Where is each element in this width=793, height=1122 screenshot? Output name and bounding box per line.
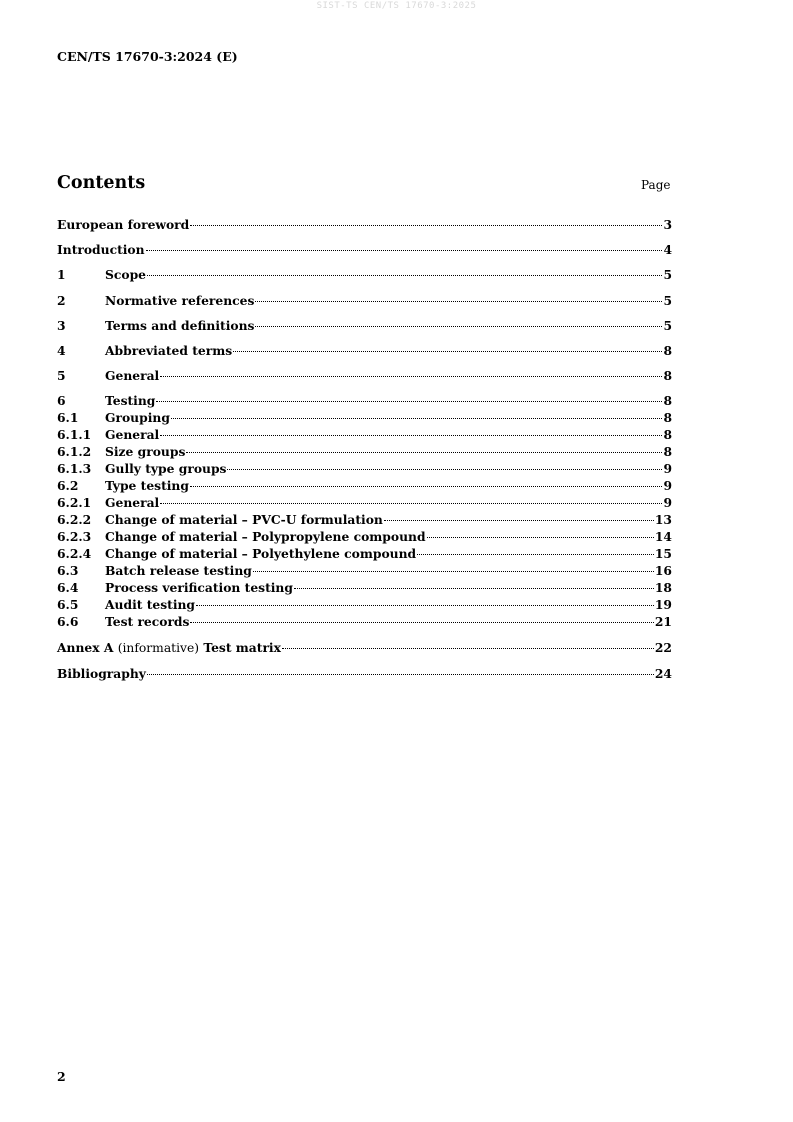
- toc-entry[interactable]: [57, 477, 672, 494]
- toc-entry-number: 6.1.2: [57, 444, 92, 460]
- toc-entry[interactable]: [57, 562, 672, 579]
- toc-entry[interactable]: [57, 596, 672, 613]
- toc-entry-number: 5: [57, 368, 66, 384]
- toc-entry-title: General: [105, 427, 160, 443]
- dot-leader: [294, 588, 654, 589]
- dot-leader: [190, 225, 662, 226]
- toc-entry-page: 16: [654, 563, 672, 579]
- toc-entry-page: 8: [663, 342, 672, 358]
- toc-entry-page: 21: [654, 614, 672, 630]
- toc-entry-page: 4: [663, 242, 672, 258]
- toc-entry-page: 8: [663, 368, 672, 384]
- toc-entry-title: Testing: [105, 393, 156, 409]
- toc-entry-title: Change of material – Polypropylene compound: [105, 529, 426, 545]
- toc-entry-page: 8: [663, 410, 672, 426]
- toc-entry-title: [57, 639, 281, 657]
- dot-leader: [186, 452, 662, 453]
- toc-entry-annex-a[interactable]: [57, 639, 672, 657]
- toc-entry[interactable]: [57, 409, 672, 426]
- toc-entry-title: Type testing: [105, 478, 189, 494]
- dot-leader: [427, 537, 654, 538]
- dot-leader: [196, 605, 654, 606]
- toc-entry-title: Normative references: [105, 292, 255, 308]
- toc-entry-page: 5: [663, 317, 672, 333]
- toc-entry-number: 6: [57, 393, 66, 409]
- toc-entry[interactable]: [57, 494, 672, 511]
- toc-entry-page: 13: [654, 512, 672, 528]
- toc-entry-number: 6.1.3: [57, 461, 92, 477]
- dot-leader: [160, 503, 662, 504]
- toc-entry-title: Terms and definitions: [105, 317, 255, 333]
- toc-entry-title: Process verification testing: [105, 580, 293, 596]
- toc-entry-page: 8: [663, 393, 672, 409]
- dot-leader: [253, 571, 654, 572]
- dot-leader: [156, 401, 662, 402]
- toc-entry[interactable]: [57, 579, 672, 596]
- toc-entry-page: 19: [654, 597, 672, 613]
- dot-leader: [160, 435, 662, 436]
- toc-entry[interactable]: [57, 367, 672, 384]
- dot-leader: [146, 250, 663, 251]
- dot-leader: [255, 326, 662, 327]
- toc-entry-number: 6.2: [57, 478, 79, 494]
- toc-entry-title: Scope: [105, 267, 146, 283]
- toc-entry-page: 14: [654, 529, 672, 545]
- document-header: CEN/TS 17670-3:2024 (E): [57, 49, 238, 64]
- toc-entry-number: 6.2.4: [57, 546, 92, 562]
- dot-leader: [227, 469, 662, 470]
- toc-entry-page: 18: [654, 580, 672, 596]
- toc-entry[interactable]: [57, 241, 672, 258]
- toc-entry-number: 6.3: [57, 563, 79, 579]
- toc-entry-page: 8: [663, 427, 672, 443]
- toc-entry-number: 4: [57, 342, 66, 358]
- watermark: SIST-TS CEN/TS 17670-3:2025: [316, 1, 477, 11]
- toc-entry-number: 6.2.1: [57, 495, 92, 511]
- toc-entry[interactable]: [57, 292, 672, 309]
- toc-entry-page: 8: [663, 444, 672, 460]
- toc-entry-number: 1: [57, 267, 66, 283]
- dot-leader: [384, 520, 654, 521]
- toc-entry-title: Batch release testing: [105, 563, 252, 579]
- toc-entry[interactable]: [57, 216, 672, 233]
- toc-entry-title: Abbreviated terms: [105, 342, 233, 358]
- toc-entry[interactable]: [57, 392, 672, 409]
- toc-entry-bibliography[interactable]: [57, 665, 672, 682]
- toc-entry[interactable]: [57, 342, 672, 359]
- toc-entry-title: Gully type groups: [105, 461, 227, 477]
- toc-entry-title: Test records: [105, 614, 190, 630]
- toc-entry[interactable]: [57, 460, 672, 477]
- dot-leader: [255, 301, 662, 302]
- toc-entry-title: General: [105, 368, 160, 384]
- toc-entry-page: 3: [663, 217, 672, 232]
- dot-leader: [190, 486, 662, 487]
- toc-entry[interactable]: [57, 545, 672, 562]
- toc-entry-number: 6.2.3: [57, 529, 92, 545]
- toc-entry-title: Bibliography: [57, 665, 146, 681]
- toc-entry-page: 9: [663, 478, 672, 494]
- dot-leader: [233, 351, 662, 352]
- dot-leader: [147, 275, 662, 276]
- toc-entry-number: 6.2.2: [57, 512, 92, 528]
- toc-entry-number: 2: [57, 292, 66, 308]
- dot-leader: [147, 674, 654, 675]
- dot-leader: [282, 648, 654, 649]
- toc-entry[interactable]: [57, 266, 672, 283]
- toc-entry-number: 3: [57, 317, 66, 333]
- toc-entry-number: 6.1: [57, 410, 79, 426]
- toc-entry[interactable]: [57, 426, 672, 443]
- toc-entry-title: Size groups: [105, 444, 186, 460]
- contents-title: Contents: [57, 173, 146, 193]
- toc-entry-title: Introduction: [57, 242, 145, 258]
- dot-leader: [171, 418, 663, 419]
- toc-entry-number: 6.4: [57, 580, 79, 596]
- dot-leader: [160, 376, 662, 377]
- toc-entry[interactable]: [57, 443, 672, 460]
- toc-entry-number: 6.5: [57, 597, 79, 613]
- toc-entry-page: 15: [654, 546, 672, 562]
- toc-entry[interactable]: [57, 613, 672, 630]
- toc-entry-title: Grouping: [105, 410, 170, 426]
- toc-entry[interactable]: [57, 528, 672, 545]
- toc-entry-title: European foreword: [57, 217, 190, 232]
- page-number: 2: [57, 1069, 66, 1084]
- dot-leader: [417, 554, 654, 555]
- table-of-contents: [57, 216, 672, 682]
- toc-entry-title: General: [105, 495, 160, 511]
- toc-entry-page: 24: [654, 665, 672, 681]
- toc-entry-title: Change of material – Polyethylene compound: [105, 546, 417, 562]
- toc-entry-number: 6.6: [57, 614, 79, 630]
- dot-leader: [190, 622, 653, 623]
- toc-entry-page: 9: [663, 495, 672, 511]
- toc-entry-page: 9: [663, 461, 672, 477]
- annex-qualifier: (informative): [117, 640, 200, 655]
- toc-entry-title: Audit testing: [105, 597, 196, 613]
- annex-prefix: Annex A: [57, 639, 114, 655]
- toc-entry-number: 6.1.1: [57, 427, 92, 443]
- page-column-label: Page: [641, 178, 671, 192]
- toc-entry-page: 22: [654, 639, 672, 655]
- toc-entry-title: Change of material – PVC-U formulation: [105, 512, 383, 528]
- toc-entry[interactable]: [57, 317, 672, 334]
- toc-entry-page: 5: [663, 267, 672, 283]
- toc-entry-page: 5: [663, 292, 672, 308]
- annex-title: Test matrix: [203, 639, 281, 655]
- toc-entry[interactable]: [57, 511, 672, 528]
